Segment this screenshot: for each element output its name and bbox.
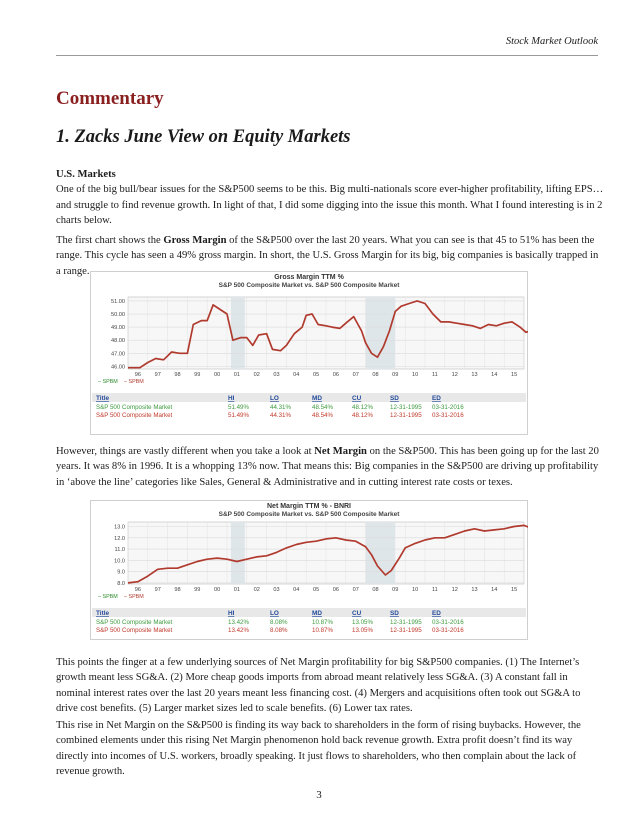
p3-before: However, things are vastly different when you take a look at — [56, 446, 315, 457]
y-tick-label: 13.0 — [114, 524, 125, 531]
y-tick-label: 46.00 — [111, 364, 125, 371]
running-header: Stock Market Outlook — [505, 36, 598, 47]
y-tick-label: 9.0 — [117, 569, 125, 576]
table-cell: 03-31-2016 — [432, 619, 464, 626]
sources-paragraph: This points the finger at a few underlying sources of Net Margin profitability for big S&P500 companies. (1) The Internet’s growth meant less SG&A. (2) More cheap goods imports from abroad meant relatively less SG&A. (3) A constant fall in nominal interest rates over the last 20 years meant less financing cost. (4) Mergers and acquisitions often took out SG&A to drive cost benefits. (5) Larger market sizes led to scale benefits. (6) Lower tax rates. — [56, 657, 581, 714]
p3-bold: Net Margin — [314, 446, 367, 457]
table-cell: 13.42% — [228, 627, 249, 634]
chart-title: Net Margin TTM % - BNRI — [267, 503, 351, 510]
x-tick-label: 13 — [471, 372, 478, 378]
x-tick-label: 04 — [293, 372, 300, 378]
table-cell: 8.08% — [270, 627, 288, 634]
x-tick-label: 13 — [471, 587, 478, 593]
table-cell: 12-31-1995 — [390, 412, 422, 419]
recession-band — [366, 297, 396, 369]
x-tick-label: 12 — [451, 372, 458, 378]
x-tick-label: 98 — [174, 587, 181, 593]
y-tick-label: 8.0 — [117, 580, 125, 587]
table-cell: 10.87% — [312, 627, 333, 634]
x-tick-label: 03 — [273, 372, 280, 378]
table-header-cell: Title — [96, 610, 110, 617]
x-tick-label: 96 — [134, 587, 142, 593]
table-cell: S&P 500 Composite Market — [96, 404, 173, 411]
table-header-cell: HI — [228, 395, 235, 402]
us-markets-intro — [56, 167, 604, 228]
table-cell: 44.31% — [270, 404, 291, 411]
recession-band — [231, 522, 245, 584]
x-tick-label: 11 — [431, 372, 438, 378]
table-cell: S&P 500 Composite Market — [96, 412, 173, 419]
table-header-cell: LO — [270, 395, 279, 402]
x-tick-label: 00 — [213, 372, 221, 378]
gross-margin-chart-svg — [90, 271, 528, 435]
y-tick-label: 10.0 — [114, 558, 125, 565]
x-tick-label: 05 — [312, 372, 320, 378]
x-tick-label: 10 — [411, 372, 419, 378]
table-cell: 12-31-1995 — [390, 404, 422, 411]
table-cell: 48.54% — [312, 404, 333, 411]
table-header-cell: SD — [390, 395, 399, 402]
x-tick-label: 09 — [392, 372, 399, 378]
us-markets-heading: U.S. Markets — [56, 169, 116, 180]
table-cell: 48.54% — [312, 412, 333, 419]
x-tick-label: 07 — [352, 372, 359, 378]
table-header-cell: Title — [96, 395, 110, 402]
legend-item: – SPBM — [98, 379, 118, 385]
x-tick-label: 99 — [194, 372, 201, 378]
net-margin-chart-svg — [90, 500, 528, 640]
y-tick-label: 47.00 — [111, 351, 125, 358]
header-rule — [56, 55, 598, 56]
x-tick-label: 96 — [134, 372, 142, 378]
p3-after: on the S&P500. This has been going up for the last 20 years. It was 8% in 1996. It is a whopping 13% now. That means this: Big companies in the S&P500 are driving up profitability in ‘above the line’ categories like Sales, General & Administrative and in cutting interest rate costs or texes. — [56, 446, 599, 488]
x-tick-label: 14 — [491, 372, 498, 378]
p2-bold: Gross Margin — [163, 235, 227, 246]
x-tick-label: 04 — [293, 587, 300, 593]
x-tick-label: 15 — [510, 587, 518, 593]
y-tick-label: 12.0 — [114, 535, 125, 542]
table-cell: 13.05% — [352, 627, 373, 634]
legend-item: – SPBM — [124, 379, 144, 385]
x-tick-label: 11 — [431, 587, 438, 593]
x-tick-label: 06 — [332, 587, 340, 593]
table-header-cell: SD — [390, 610, 399, 617]
y-tick-label: 49.00 — [111, 325, 125, 332]
x-tick-label: 08 — [372, 587, 379, 593]
table-cell: 12-31-1995 — [390, 619, 422, 626]
x-tick-label: 10 — [411, 587, 419, 593]
x-tick-label: 02 — [253, 587, 260, 593]
table-cell: 10.87% — [312, 619, 333, 626]
x-tick-label: 14 — [491, 587, 498, 593]
table-cell: 03-31-2016 — [432, 404, 464, 411]
table-cell: S&P 500 Composite Market — [96, 627, 173, 634]
x-tick-label: 06 — [332, 372, 340, 378]
table-header-bg — [92, 608, 526, 617]
net-margin-paragraph — [56, 444, 604, 490]
y-tick-label: 11.0 — [114, 547, 125, 554]
x-tick-label: 99 — [194, 587, 201, 593]
chart-title: Gross Margin TTM % — [274, 274, 344, 281]
x-tick-label: 01 — [233, 372, 241, 378]
x-tick-label: 98 — [174, 372, 181, 378]
legend-item: – SPBM — [98, 594, 118, 600]
p2-after: of the S&P500 over the last 20 years. What you can see is that 45 to 51% has been the range. This cycle has seen a 49% gross margin. In short, the U.S. Gross Margin for its big, big companies is basically trapped in a range. — [56, 235, 599, 277]
table-cell: 44.31% — [270, 412, 291, 419]
intro-text: One of the big bull/bear issues for the S&P500 seems to be this. Big multi-nationals score ever-higher profitability, lifting EPS… and struggle to find revenue growth. In light of that, I did some digging into the issue this month. What I found interesting is in 2 charts below. — [56, 184, 604, 226]
table-cell: 13.05% — [352, 619, 373, 626]
p2-before: The first chart shows the — [56, 235, 164, 246]
net-margin-chart — [90, 500, 528, 640]
x-tick-label: 09 — [392, 587, 399, 593]
table-header-cell: CU — [352, 610, 362, 617]
x-tick-label: 97 — [154, 587, 161, 593]
subsection-title: 1. Zacks June View on Equity Markets — [56, 127, 351, 147]
y-tick-label: 51.00 — [111, 298, 125, 305]
x-tick-label: 00 — [213, 587, 221, 593]
table-cell: 48.12% — [352, 404, 373, 411]
x-tick-label: 97 — [154, 372, 161, 378]
y-tick-label: 50.00 — [111, 312, 125, 319]
section-title: Commentary — [56, 88, 164, 109]
table-header-cell: HI — [228, 610, 235, 617]
x-tick-label: 07 — [352, 587, 359, 593]
chart-subtitle: S&P 500 Composite Market vs. S&P 500 Composite Market — [218, 282, 400, 289]
legend-item: – SPBM — [124, 594, 144, 600]
x-tick-label: 01 — [233, 587, 241, 593]
recession-band — [231, 297, 245, 369]
gross-margin-chart — [90, 271, 528, 435]
buybacks-paragraph: This rise in Net Margin on the S&P500 is finding its way back to shareholders in the form of rising buybacks. However, the combined elements under this rising Net Margin phenomenon hold back revenue growth. Extra profit doesn’t find its way directly into incomes of U.S. workers, broadly speaking. It just flows to shareholders, who then complain about the lack of revenue growth. — [56, 720, 581, 777]
table-cell: 48.12% — [352, 412, 373, 419]
table-cell: 51.49% — [228, 404, 249, 411]
chart-subtitle: S&P 500 Composite Market vs. S&P 500 Composite Market — [218, 511, 400, 518]
table-cell: 13.42% — [228, 619, 249, 626]
x-tick-label: 12 — [451, 587, 458, 593]
x-tick-label: 03 — [273, 587, 280, 593]
page-number: 3 — [316, 789, 322, 801]
table-header-cell: CU — [352, 395, 362, 402]
table-cell: 51.49% — [228, 412, 249, 419]
table-header-cell: MD — [312, 610, 322, 617]
x-tick-label: 02 — [253, 372, 260, 378]
table-header-bg — [92, 393, 526, 402]
x-tick-label: 15 — [510, 372, 518, 378]
table-cell: 8.08% — [270, 619, 288, 626]
table-cell: 03-31-2016 — [432, 627, 464, 634]
table-cell: S&P 500 Composite Market — [96, 619, 173, 626]
table-header-cell: LO — [270, 610, 279, 617]
x-tick-label: 08 — [372, 372, 379, 378]
table-header-cell: ED — [432, 610, 441, 617]
table-cell: 03-31-2016 — [432, 412, 464, 419]
table-header-cell: MD — [312, 395, 322, 402]
y-tick-label: 48.00 — [111, 338, 125, 345]
table-header-cell: ED — [432, 395, 441, 402]
x-tick-label: 05 — [312, 587, 320, 593]
table-cell: 12-31-1995 — [390, 627, 422, 634]
